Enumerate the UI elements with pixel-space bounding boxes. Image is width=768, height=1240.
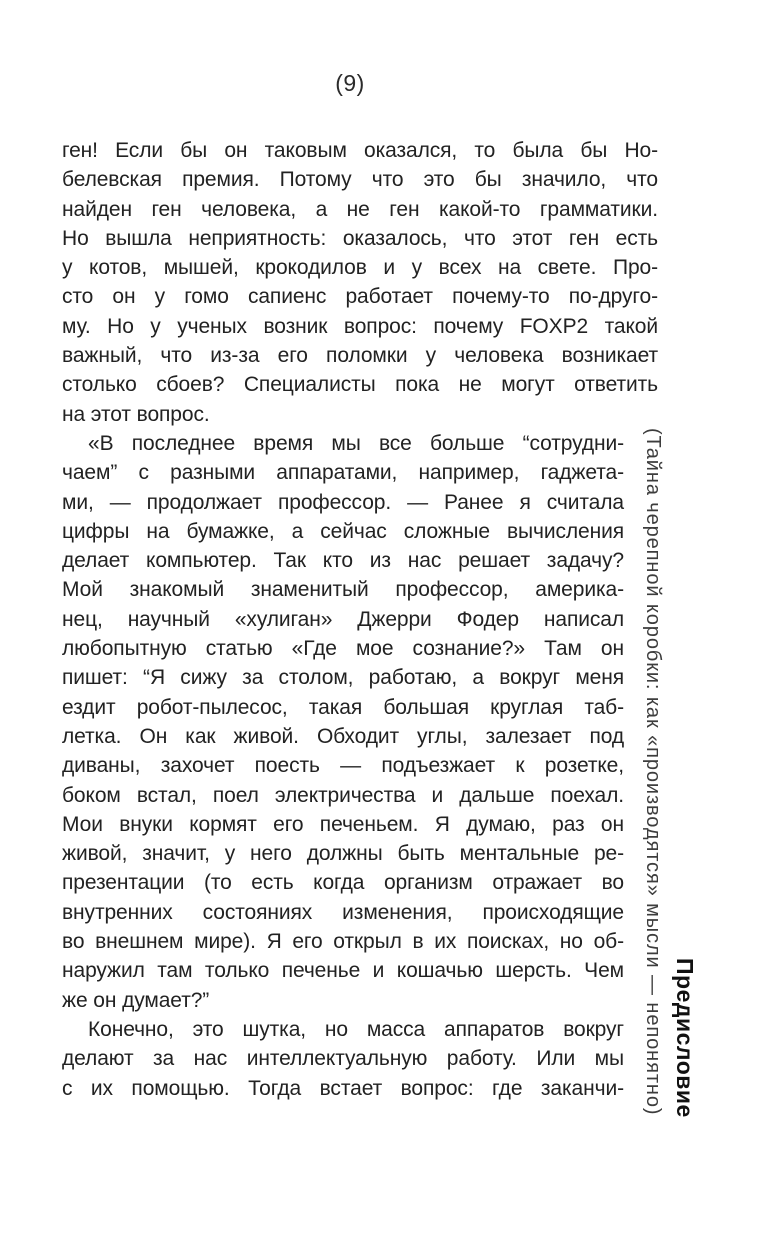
text-line: Но вышла неприятность: оказалось, что этот ген есть bbox=[62, 226, 658, 250]
text-line: же он думает?” bbox=[62, 988, 210, 1012]
text-line: цифры на бумажке, а сейчас сложные вычисления bbox=[62, 519, 624, 543]
text-line: «В последнее время мы все больше “сотрудни- bbox=[88, 431, 624, 455]
text-line: ген! Если бы он таковым оказался, то была бы Но- bbox=[62, 139, 658, 162]
text-line: ездит робот-пылесос, такая большая круглая таб- bbox=[62, 695, 624, 719]
text-line: внутренних состояниях изменения, происходящие bbox=[62, 900, 624, 924]
text-line: нец, научный «хулиган» Джерри Фодер написал bbox=[62, 607, 624, 631]
text-line: презентации (то есть когда организм отражает во bbox=[62, 871, 624, 895]
margin-chapter-title: Предисловие bbox=[672, 958, 698, 1118]
text-line: Мои внуки кормят его печеньем. Я думаю, раз он bbox=[62, 812, 624, 836]
text-line: наружил там только печенье и кошачью шерсть. Чем bbox=[62, 959, 624, 983]
page-number: (9) bbox=[335, 70, 365, 96]
text-line: у котов, мышей, крокодилов и у всех на свете. Про- bbox=[62, 256, 658, 280]
text-line: Конечно, это шутка, но масса аппаратов вокруг bbox=[88, 1017, 624, 1041]
text-line: белевская премия. Потому что это бы значило, что bbox=[62, 168, 658, 192]
text-line: сто он у гомо сапиенс работает почему-то по-друго- bbox=[62, 285, 658, 309]
text-line: Мой знакомый знаменитый профессор, америка- bbox=[62, 578, 624, 602]
text-line: чаем” с разными аппаратами, например, гаджета- bbox=[62, 461, 624, 485]
text-line: диваны, захочет поесть — подъезжает к розетке, bbox=[62, 754, 624, 778]
text-line: с их помощью. Тогда встает вопрос: где заканчи- bbox=[62, 1076, 624, 1100]
paragraph bbox=[62, 429, 624, 1015]
text-line: важный, что из-за его поломки у человека возникает bbox=[62, 344, 658, 368]
text-line: любопытную статью «Где мое сознание?» Там он bbox=[62, 637, 624, 661]
text-line: во внешнем мире). Я его открыл в их поисках, но об- bbox=[62, 930, 624, 954]
text-line: делает компьютер. Так кто из нас решает задачу? bbox=[62, 549, 624, 573]
text-line: делают за нас интеллектуальную работу. Или мы bbox=[62, 1047, 624, 1071]
margin-book-title: (Тайна черепной коробки: как «производятся» мысли — непонятно) bbox=[642, 428, 664, 1116]
paragraph bbox=[62, 136, 658, 429]
text-line: му. Но у ученых возник вопрос: почему FOXP2 такой bbox=[62, 314, 658, 338]
text-line: живой, значит, у него должны быть ментальные ре- bbox=[62, 842, 624, 866]
text-line: столько сбоев? Специалисты пока не могут ответить bbox=[62, 373, 658, 397]
body-text-block bbox=[62, 136, 658, 1103]
text-line: на этот вопрос. bbox=[62, 402, 210, 426]
text-line: пишет: “Я сижу за столом, работаю, а вокруг меня bbox=[62, 666, 624, 690]
text-line: боком встал, поел электричества и дальше поехал. bbox=[62, 783, 624, 807]
text-line: найден ген человека, а не ген какой-то грамматики. bbox=[62, 197, 658, 221]
text-line: летка. Он как живой. Обходит углы, залезает под bbox=[62, 724, 624, 748]
paragraph bbox=[62, 1015, 624, 1103]
text-line: ми, — продолжает профессор. — Ранее я считала bbox=[62, 490, 624, 514]
